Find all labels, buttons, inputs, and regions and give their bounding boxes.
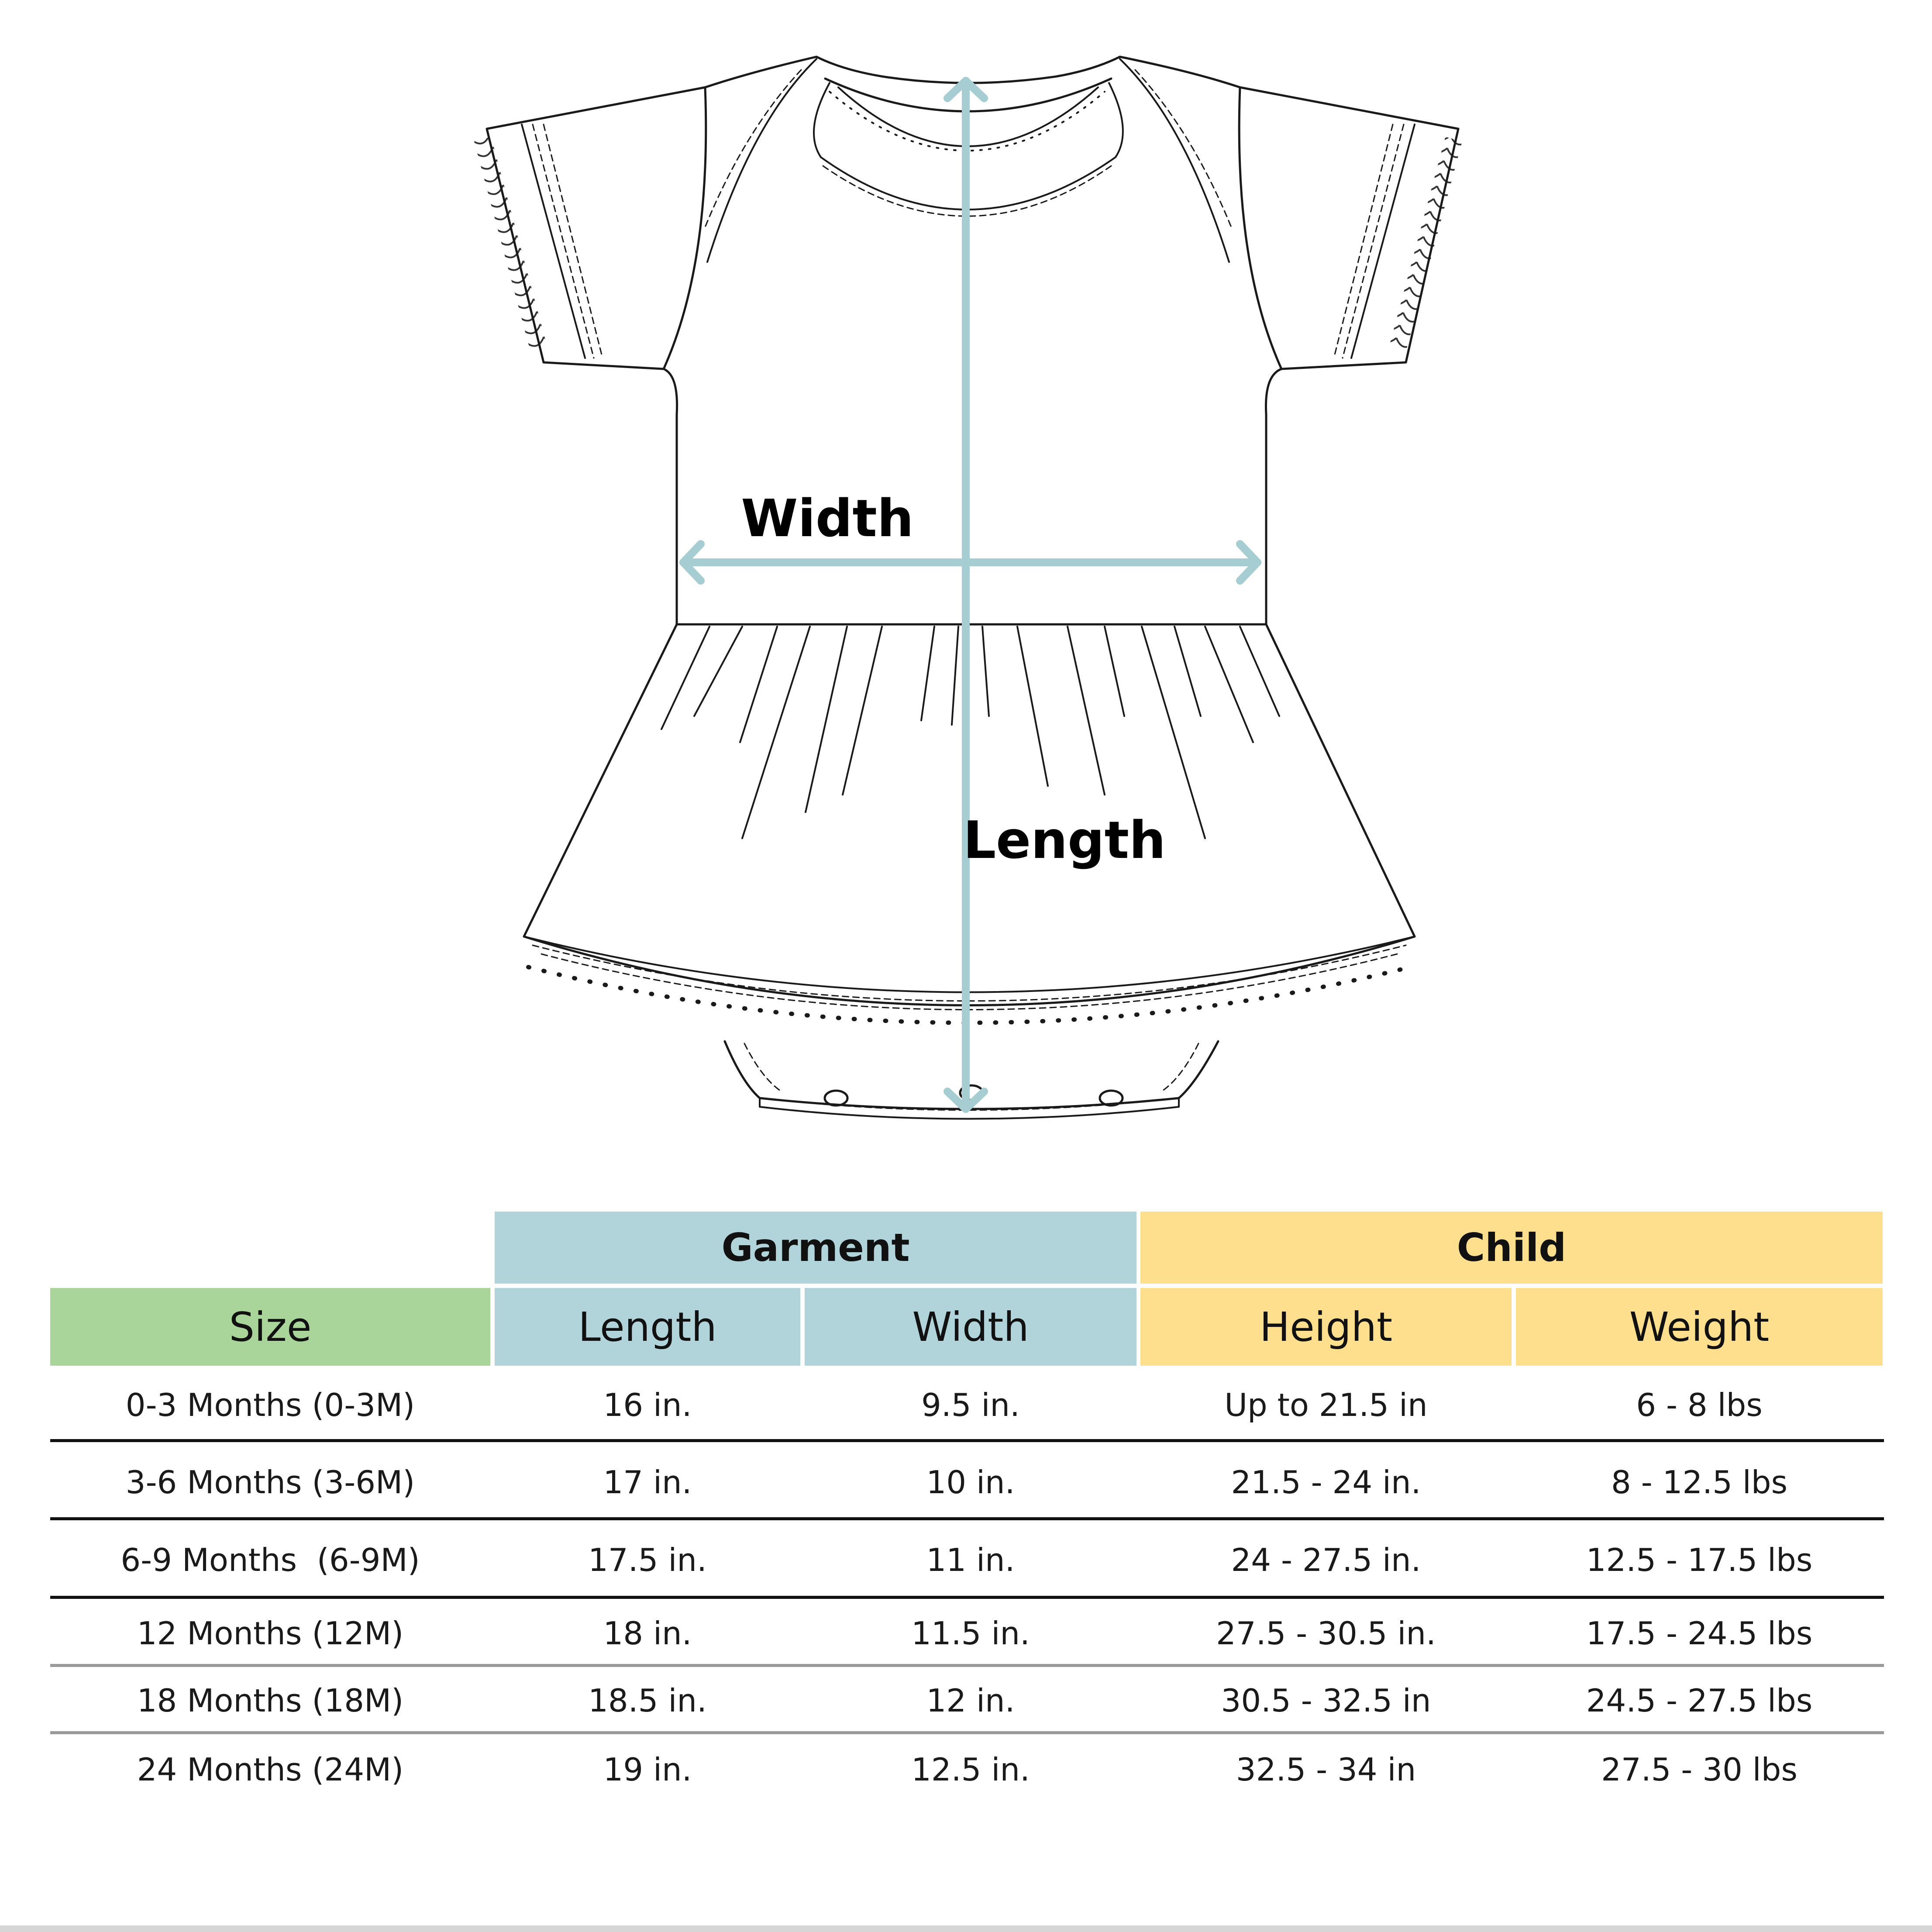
size-cell: 24 Months (24M): [137, 1751, 404, 1788]
height-cell: Up to 21.5 in: [1224, 1386, 1428, 1423]
weight-cell: 8 - 12.5 lbs: [1611, 1464, 1787, 1501]
weight-cell: 24.5 - 27.5 lbs: [1586, 1682, 1813, 1719]
weight-cell: 27.5 - 30 lbs: [1601, 1751, 1798, 1788]
row-divider: [50, 1731, 1884, 1734]
right-armhole-seam: [1239, 87, 1281, 369]
garment-group-header: Garment: [495, 1212, 1136, 1284]
length-arrow: [947, 81, 984, 1109]
length-cell: 18 in.: [603, 1615, 692, 1652]
height-cell: 24 - 27.5 in.: [1231, 1542, 1421, 1578]
width-cell: 11 in.: [926, 1542, 1015, 1578]
size-cell: 3-6 Months (3-6M): [125, 1464, 415, 1501]
width-cell: 12.5 in.: [911, 1751, 1030, 1788]
width-cell: 11.5 in.: [911, 1615, 1030, 1652]
length-cell: 17 in.: [603, 1464, 692, 1501]
left-armhole-seam: [664, 87, 706, 369]
length-cell: 16 in.: [603, 1386, 692, 1423]
size-cell: 12 Months (12M): [137, 1615, 404, 1652]
row-divider: [50, 1664, 1884, 1667]
bodice-outline: [487, 57, 1458, 624]
width-label: Width: [741, 488, 914, 548]
weight-cell: 6 - 8 lbs: [1636, 1386, 1763, 1423]
length-cell: 17.5 in.: [588, 1542, 707, 1578]
length-cell: 18.5 in.: [588, 1682, 707, 1719]
size-cell: 6-9 Months (6-9M): [121, 1542, 420, 1578]
child-group-header: Child: [1140, 1212, 1883, 1284]
size-column-header: Size: [50, 1288, 490, 1366]
row-divider: [50, 1439, 1884, 1442]
snap-left: [825, 1091, 847, 1105]
length-label: Length: [963, 810, 1166, 870]
length-cell: 19 in.: [603, 1751, 692, 1788]
height-cell: 27.5 - 30.5 in.: [1216, 1615, 1436, 1652]
width-arrow: [683, 544, 1257, 581]
weight-column-header: Weight: [1516, 1288, 1883, 1366]
height-cell: 21.5 - 24 in.: [1231, 1464, 1421, 1501]
width-column-header: Width: [805, 1288, 1136, 1366]
bottom-border: [0, 1925, 1932, 1932]
length-column-header: Length: [495, 1288, 800, 1366]
size-cell: 18 Months (18M): [137, 1682, 404, 1719]
height-column-header: Height: [1140, 1288, 1512, 1366]
width-cell: 9.5 in.: [921, 1386, 1020, 1423]
row-divider: [50, 1596, 1884, 1599]
weight-cell: 12.5 - 17.5 lbs: [1586, 1542, 1813, 1578]
weight-cell: 17.5 - 24.5 lbs: [1586, 1615, 1813, 1652]
height-cell: 30.5 - 32.5 in: [1221, 1682, 1431, 1719]
width-cell: 12 in.: [926, 1682, 1015, 1719]
size-cell: 0-3 Months (0-3M): [125, 1386, 415, 1423]
row-divider: [50, 1517, 1884, 1520]
height-cell: 32.5 - 34 in: [1236, 1751, 1416, 1788]
width-cell: 10 in.: [926, 1464, 1015, 1501]
